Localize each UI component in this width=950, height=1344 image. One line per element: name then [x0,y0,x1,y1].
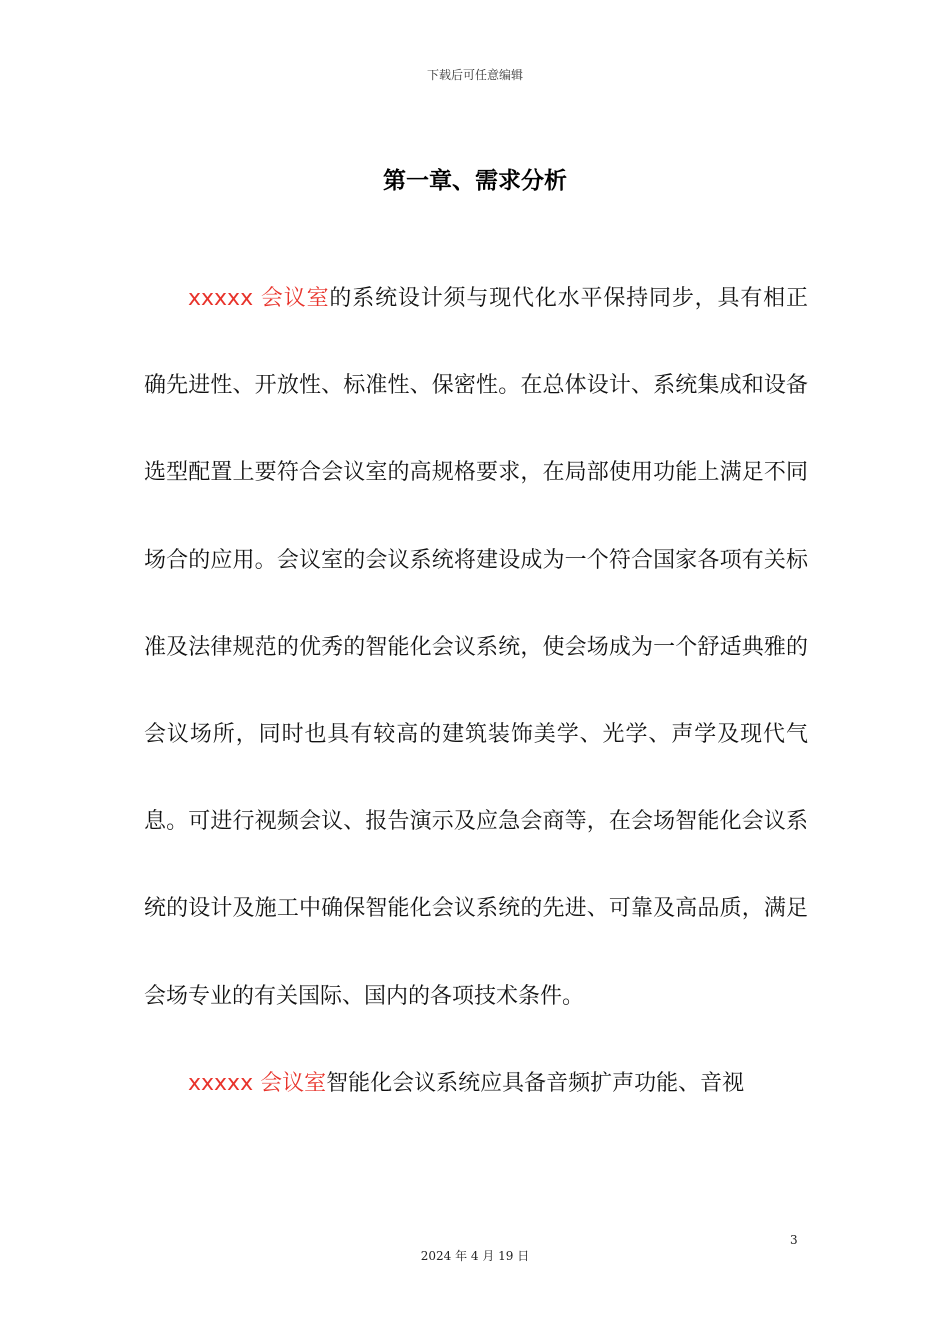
paragraph-2 [144,1040,808,1127]
page-footer-date: 2024 年 4 月 19 日 [420,1249,530,1263]
paragraph-text: 智能化会议系统应具备音频扩声功能、音视 [326,1070,745,1096]
document-body [144,255,808,1127]
room-name-highlight: xxxxx 会议室 [188,1070,327,1096]
room-name-highlight: xxxxx 会议室 [188,286,330,311]
chapter-title: 第一章、需求分析 [383,168,567,194]
page-number: 3 [790,1233,798,1247]
paragraph-text: 的系统设计须与现代化水平保持同步，具有相正确先进性、开放性、标准性、保密性。在总体设计、系统集成和设备选型配置上要符合会议室的高规格要求，在局部使用功能上满足不同场合的应用。会议室的会议系统将建设成为一个符合国家各项有关标准及法律规范的优秀的智能化会议系统，使会场成为一个舒适典雅的会议场所，同时也具有较高的建筑装饰美学、光学、声学及现代气息。可进行视频会议、报告演示及应急会商等，在会场智能化会议系统的设计及施工中确保智能化会议系统的先进、可靠及高品质，满足会场专业的有关国际、国内的各项技术条件。 [144,286,808,1009]
paragraph-1 [144,255,808,1040]
page-header: 下载后可任意编辑 [426,68,523,82]
